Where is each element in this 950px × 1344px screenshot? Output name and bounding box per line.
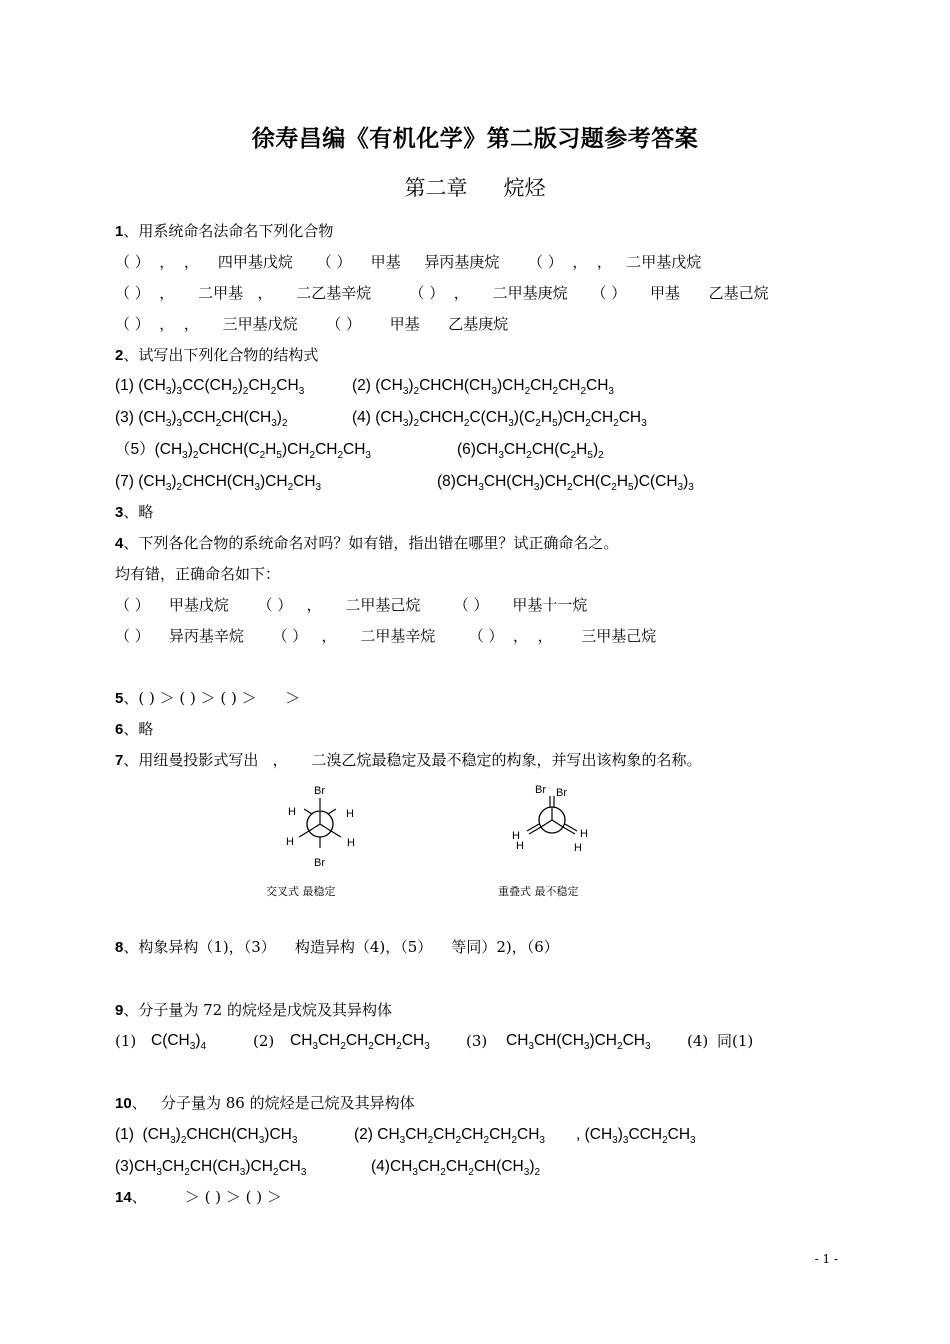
q9-number: 9 <box>115 1002 124 1019</box>
q9-p3: (3) <box>466 1032 488 1050</box>
q6 <box>115 719 153 740</box>
q9-formula-3: $CH_3CH(CH_3)CH_2CH_3$ <box>506 1032 651 1052</box>
q3-number: 3 <box>115 504 124 521</box>
eclipsed-ll2-label: H <box>516 840 524 852</box>
q10-heading <box>115 1093 415 1114</box>
q4-intro: 均有错，正确命名如下： <box>115 565 281 583</box>
q4-text: 、下列各化合物的系统命名对吗？如有错，指出错在哪里？试正确命名之。 <box>123 534 619 552</box>
q7-heading <box>115 750 702 771</box>
q9-formula-1: $C(CH_3)_4$ <box>151 1032 207 1052</box>
q2-formula-4: (4) $(CH_3)_2CHCH_2C(CH_3)(C_2H_5)CH_2CH_2CH_3$ <box>352 409 647 429</box>
q9-p2: (2) <box>253 1032 275 1050</box>
q1-heading <box>115 221 333 242</box>
staggered-lr-label: H <box>347 837 355 849</box>
front-bond-ll <box>299 831 309 837</box>
chapter-name: 烷烃 <box>503 176 546 200</box>
q9-text: 、分子量为 72 的烷烃是戊烷及其异构体 <box>123 1001 392 1019</box>
front-bond-lr <box>331 831 341 837</box>
q3-text: 、略 <box>123 503 154 521</box>
q10-formula-4: $(4)CH_3CH_2CH_2CH(CH_3)_2$ <box>371 1158 541 1178</box>
q9-p4: (4) <box>687 1032 709 1050</box>
q2-formula-2: (2) $(CH_3)_2CHCH(CH_3)CH_2CH_2CH_2CH_3$ <box>352 377 614 397</box>
q1-line-3: （ ） ， ， 三甲基戊烷 （ ） 甲基 乙基庚烷 <box>115 315 509 333</box>
q2-number: 2 <box>115 347 124 364</box>
q1-number: 1 <box>115 223 124 240</box>
q7-number: 7 <box>115 752 124 769</box>
q5 <box>115 688 300 709</box>
staggered-ll-label: H <box>286 836 294 848</box>
eclipsed-caption: 重叠式 最不稳定 <box>498 885 579 898</box>
q9-heading <box>115 1000 392 1021</box>
q2-formula-8: $(8)CH_3CH(CH_3)CH_2CH(C_2H_5)C(CH_3)_3$ <box>437 473 694 493</box>
q4-line-2: （ ） 异丙基辛烷 （ ） ， 二甲基辛烷 （ ） ， ， 三甲基己烷 <box>115 627 657 645</box>
back-bond-ur <box>328 809 336 814</box>
newman-eclipsed-diagram <box>505 778 600 858</box>
staggered-caption: 交叉式 最稳定 <box>266 885 336 898</box>
eclipsed-top2-label: Br <box>556 787 567 799</box>
q4-number: 4 <box>115 535 124 552</box>
q6-text: 、略 <box>123 720 154 738</box>
q1-line-1: （ ） ， ， 四甲基戊烷 （ ） 甲基 异丙基庚烷 （ ） ， ， 二甲基戊烷 <box>115 253 702 271</box>
q6-number: 6 <box>115 721 124 738</box>
q3 <box>115 502 153 523</box>
q8 <box>115 937 559 958</box>
q14-text: 、 ＞ ( ) ＞ ( ) ＞ <box>131 1188 282 1206</box>
q2-formula-7: (7) $(CH_3)_2CHCH(CH_3)CH_2CH_3$ <box>115 473 322 493</box>
eclipsed-ll1-label: H <box>512 830 520 842</box>
q10-text: 、 分子量为 86 的烷烃是己烷及其异构体 <box>131 1094 415 1112</box>
eclipsed-lr2-label: H <box>574 842 582 854</box>
staggered-bottom-label: Br <box>314 857 325 869</box>
staggered-ur-label: H <box>346 808 354 820</box>
q4-heading <box>115 533 618 554</box>
page-number: - 1 - <box>814 1252 838 1266</box>
q9-formula-2: $CH_3CH_2CH_2CH_2CH_3$ <box>290 1032 430 1052</box>
q10-formula-1: (1) $(CH_3)_2CHCH(CH_3)CH_3$ <box>115 1126 298 1146</box>
chapter-number: 第二章 <box>404 176 468 200</box>
eclipsed-top1-label: Br <box>535 784 546 796</box>
q14 <box>115 1187 282 1208</box>
staggered-ul-label: H <box>288 806 296 818</box>
bond-ll-1 <box>529 827 541 834</box>
q10-formula-3: $(3)CH_3CH_2CH(CH_3)CH_2CH_3$ <box>115 1158 307 1178</box>
q9-p1: (1) <box>115 1032 137 1050</box>
staggered-top-label: Br <box>314 785 325 797</box>
q2-formula-3: (3) $(CH_3)_3CCH_2CH(CH_3)_2$ <box>115 409 288 429</box>
q8-number: 8 <box>115 939 124 956</box>
q10-number: 10 <box>115 1095 132 1112</box>
q7-text: 、用纽曼投影式写出 ， 二溴乙烷最稳定及最不稳定的构象，并写出该构象的名称。 <box>123 751 702 769</box>
q10-formula-2b: , $(CH_3)_3CCH_2CH_3$ <box>576 1126 696 1146</box>
bond-ll-2 <box>527 824 539 831</box>
q10-formula-2: (2) $CH_3CH_2CH_2CH_2CH_2CH_3$ <box>354 1126 545 1146</box>
q5-number: 5 <box>115 690 124 707</box>
q2-formula-1: (1) $(CH_3)_3CC(CH_2)_2CH_2CH_3$ <box>115 377 305 397</box>
back-bond-ul <box>304 809 312 814</box>
q2-formula-6: $(6)CH_3CH_2CH(C_2H_5)_2$ <box>457 441 604 461</box>
eclipsed-lr1-label: H <box>580 828 588 840</box>
bond-lr-2 <box>565 824 577 831</box>
q9-t4: 同(1) <box>717 1032 754 1050</box>
q14-number: 14 <box>115 1189 132 1206</box>
document-title: 徐寿昌编《有机化学》第二版习题参考答案 <box>251 125 699 152</box>
q1-text: 、用系统命名法命名下列化合物 <box>123 222 334 240</box>
bond-lr-1 <box>563 827 575 834</box>
q2-heading <box>115 345 318 366</box>
newman-staggered-diagram <box>275 780 365 872</box>
q4-line-1: （ ） 甲基戊烷 （ ） ， 二甲基己烷 （ ） 甲基十一烷 <box>115 596 588 614</box>
q1-line-2: （ ） ， 二甲基 ， 二乙基辛烷 （ ） ， 二甲基庚烷 （ ） 甲基 乙基己烷 <box>115 284 769 302</box>
q2-formula-5: $(5)(CH_3)_2CHCH(C_2H_5)CH_2CH_2CH_3$ <box>115 441 371 461</box>
q5-text: 、( ) ＞ ( ) ＞ ( ) ＞ ＞ <box>123 689 301 707</box>
q8-text: 、构象异构（1)，（3） 构造异构（4)，（5） 等同）2)，（6） <box>123 938 559 956</box>
q2-text: 、试写出下列化合物的结构式 <box>123 346 319 364</box>
chapter-heading <box>0 172 950 202</box>
